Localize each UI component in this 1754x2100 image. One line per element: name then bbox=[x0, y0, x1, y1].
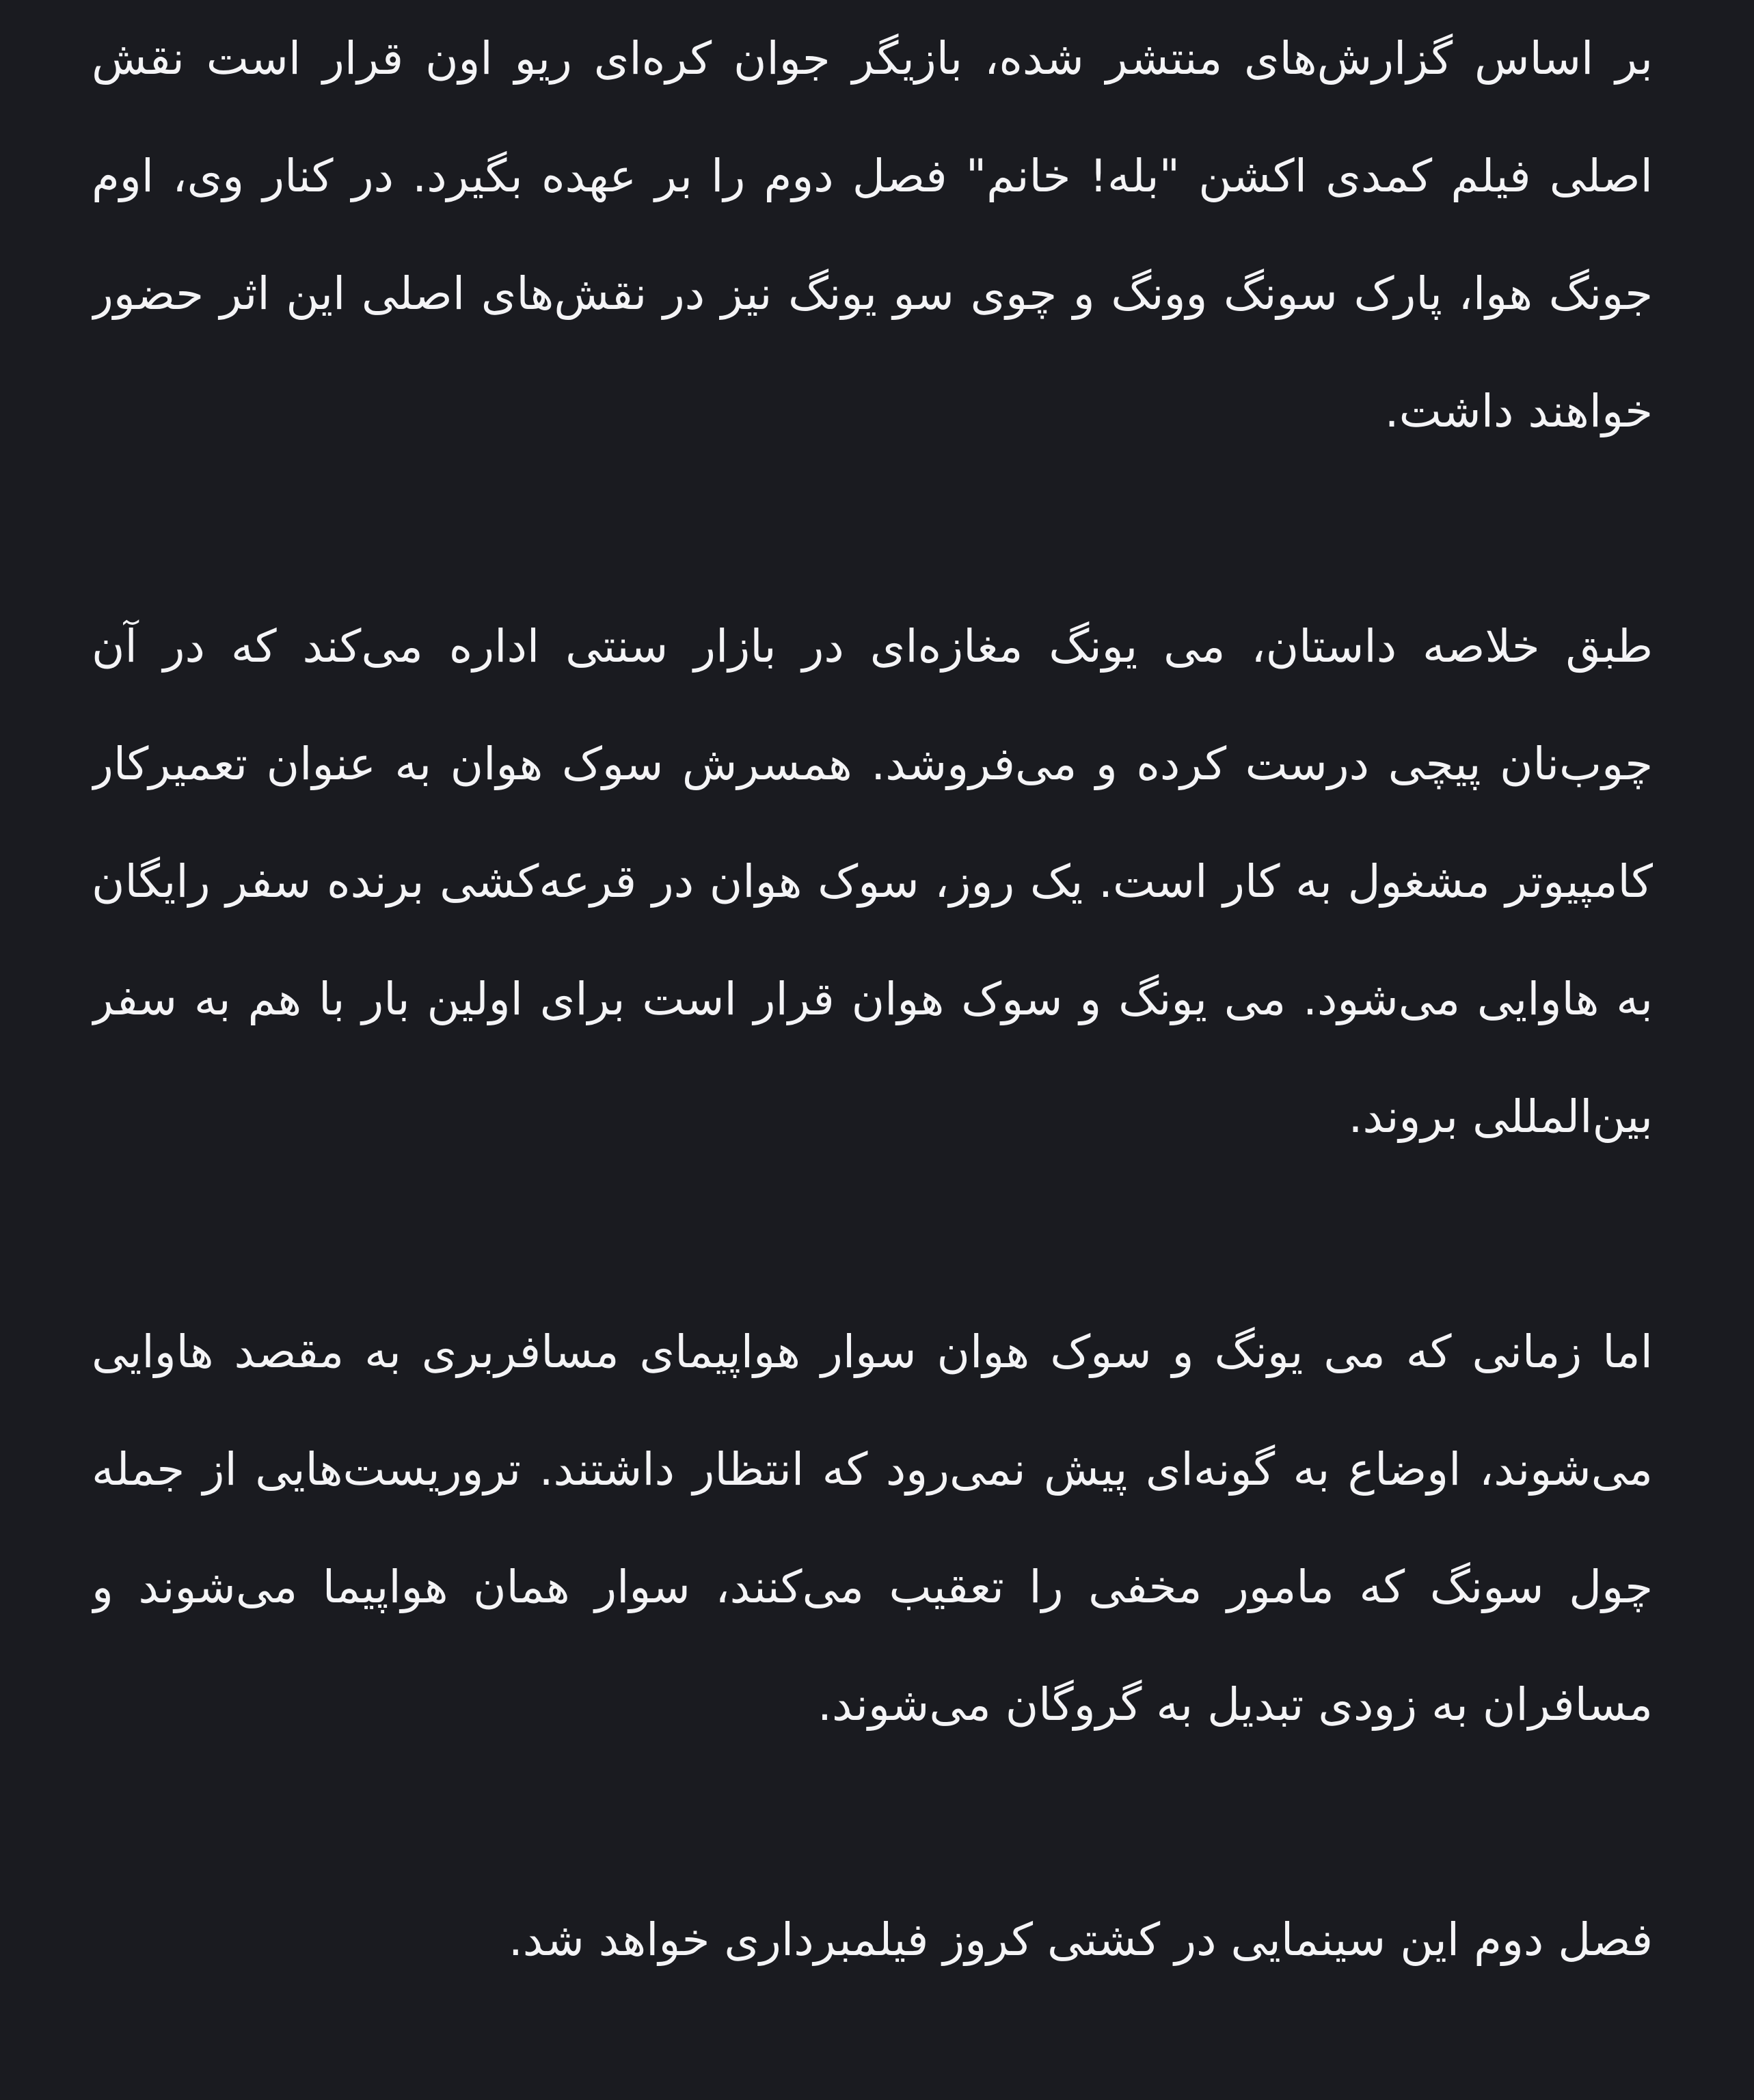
article-body bbox=[92, 0, 1653, 2100]
article-paragraph-4: فصل دوم این سینمایی در کشتی کروز فیلمبرداری خواهد شد. bbox=[508, 1913, 1653, 1966]
article-paragraph-1: بر اساس گزارش‌های منتشر شده، بازیگر جوان کره‌ای ریو اون قرار است نقش اصلی فیلم کمدی اکشن "بله! خانم" فصل دوم را بر عهده بگیرد. در کنار وی، اوم جونگ هوا، پارک سونگ وونگ و چوی سو یونگ نیز در نقش‌های اصلی این اثر حضور خواهند داشت. bbox=[92, 32, 1653, 438]
article-paragraph-3: اما زمانی که می یونگ و سوک هوان سوار هواپیمای مسافربری به مقصد هاوایی می‌شوند، اوضاع به گونه‌ای پیش نمی‌رود که انتظار داشتند. تروریست‌هایی از جمله چول سونگ که مامور مخفی را تعقیب می‌کنند، سوار همان هواپیما می‌شوند و مسافران به زودی تبدیل به گروگان می‌شوند. bbox=[92, 1325, 1653, 1731]
article-paragraph-2: طبق خلاصه داستان، می یونگ مغازه‌ای در بازار سنتی اداره می‌کند که در آن چوب‌نان پیچی درست کرده و می‌فروشد. همسرش سوک هوان به عنوان تعمیرکار کامپیوتر مشغول به کار است. یک روز، سوک هوان در قرعه‌کشی برنده سفر رایگان به هاوایی می‌شود. می یونگ و سوک هوان قرار است برای اولین بار با هم به سفر بین‌المللی بروند. bbox=[92, 620, 1653, 1143]
